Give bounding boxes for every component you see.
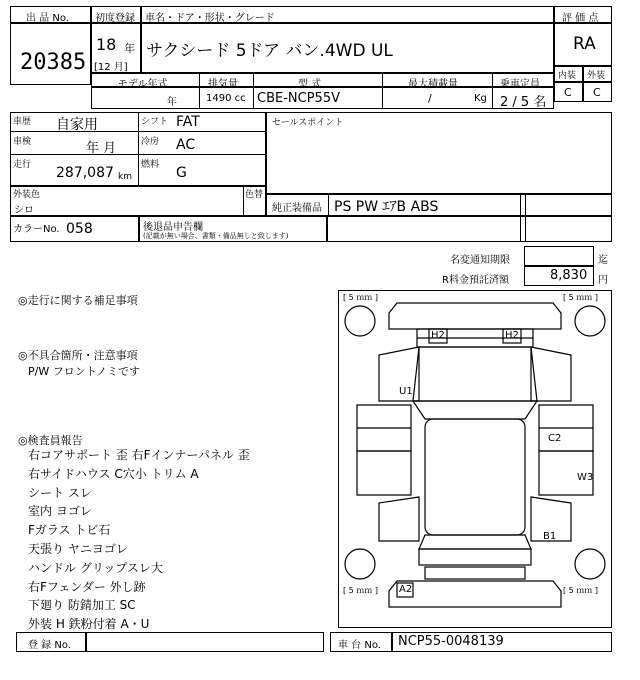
capacity-label: 乗車定員 <box>500 79 540 90</box>
roof <box>425 419 525 535</box>
color: シロ <box>14 205 34 216</box>
back-door <box>419 549 531 565</box>
first-reg-label: 初度登録 <box>95 13 135 24</box>
history: 自家用 <box>56 117 98 133</box>
damage-mark: B1 <box>543 531 557 542</box>
tire-depth-rear-left: [ 5 ｍｍ ] <box>343 586 378 595</box>
max-load: / <box>428 92 432 105</box>
inspector-line: Fガラス トビ石 <box>28 523 111 538</box>
driving-notes-title: ◎走行に関する補足事項 <box>18 294 138 307</box>
inspector-line: 天張り ヤニヨゴレ <box>28 542 128 556</box>
name-change-box <box>524 246 594 266</box>
sales-point-label: セールスポイント <box>272 118 344 128</box>
rear-bumper <box>389 581 561 607</box>
model-year-unit: 年 <box>167 97 177 108</box>
mileage: 287,087 <box>56 165 114 181</box>
vehicle-type: CBE-NCP55V <box>257 91 340 106</box>
inspector-line: シート スレ <box>28 485 92 500</box>
lot-no: 20385 <box>20 50 87 75</box>
displacement: 1490 cc <box>206 93 246 104</box>
reg-no-box <box>86 632 324 652</box>
color-no-label: カラーNo. <box>13 224 60 235</box>
hood <box>413 347 537 401</box>
color-no: 058 <box>66 221 93 237</box>
wheel-rear-right <box>575 549 605 579</box>
aftermarket-note: (記載が無い場合、書類・備品無しと致します) <box>143 232 289 240</box>
defects-line: P/W フロントノミです <box>28 365 141 378</box>
color-box <box>10 186 266 216</box>
windshield <box>413 401 537 419</box>
mileage-unit: km <box>118 172 132 182</box>
damage-diagram <box>338 290 612 628</box>
right-fender <box>531 347 571 401</box>
history-label: 車歴 <box>13 117 32 127</box>
reg-no-label: 登 録 No. <box>28 640 71 651</box>
defects-title: ◎不具合箇所・注意事項 <box>18 349 138 362</box>
recycle-label: R料金預託済額 <box>442 275 509 286</box>
interior-label: 内装 <box>558 71 577 81</box>
fuel-label: 燃料 <box>141 160 160 170</box>
lot-no-label: 出 品 No. <box>26 13 69 24</box>
first-reg-year-unit: 年 <box>124 42 135 55</box>
rear-lamp-area <box>425 567 525 579</box>
damage-mark: C2 <box>548 433 562 444</box>
wheel-rear-left <box>345 549 375 579</box>
damage-mark: H2 <box>505 330 519 341</box>
rear-glass <box>419 535 531 549</box>
max-load-unit: Kg <box>474 93 487 104</box>
ac: AC <box>176 137 196 153</box>
damage-mark: W3 <box>577 472 594 483</box>
recycle-value: 8,830 <box>550 268 588 283</box>
recycle-unit: 円 <box>598 275 608 286</box>
ac-label: 冷房 <box>141 137 160 147</box>
aftermarket-label: 後退品申告欄 <box>143 222 203 233</box>
inspector-line: 外装 H 鉄粉付着 A・U <box>28 617 150 632</box>
car-name-label: 車名・ドア・形状・グレード <box>145 13 275 24</box>
inspector-title: ◎検査員報告 <box>18 434 83 447</box>
damage-mark: H2 <box>431 330 445 341</box>
tire-depth-rear-right: [ 5 ｍｍ ] <box>563 586 598 595</box>
car-name: サクシード 5ドア バン.4WD UL <box>146 41 393 61</box>
color-change-label: 色替 <box>245 190 264 200</box>
damage-mark: A2 <box>399 584 413 595</box>
first-reg-year: 18 <box>96 35 117 54</box>
score-label: 評 価 点 <box>562 13 599 24</box>
front-bumper <box>389 303 561 329</box>
first-reg-month: [12 月] <box>94 62 128 73</box>
tire-depth-front-left: [ 5 ｍｍ ] <box>343 293 378 302</box>
capacity: 2 / 5 名 <box>500 95 547 110</box>
aftermarket-extra-box <box>327 216 612 242</box>
left-rear-door <box>357 451 411 495</box>
equipment-label: 純正装備品 <box>272 203 322 214</box>
color-label: 外装色 <box>13 190 41 200</box>
type-label: 型 式 <box>298 79 322 90</box>
tire-depth-front-right: [ 5 ｍｍ ] <box>563 293 598 302</box>
chassis-no: NCP55-0048139 <box>398 634 504 649</box>
exterior-label: 外装 <box>587 71 606 81</box>
shift: FAT <box>176 114 200 130</box>
inspector-line: 右コアサポート 歪 右Fインナーパネル 歪 <box>28 448 250 462</box>
equipment: PS PW ｴｱB ABS <box>334 199 439 215</box>
inspector-line: ハンドル グリップスレ大 <box>28 560 163 575</box>
chassis-label: 車 台 No. <box>338 640 381 651</box>
exterior-score: C <box>593 86 601 99</box>
inspector-line: 右Fフェンダー 外し跡 <box>28 579 146 594</box>
fuel: G <box>176 165 187 181</box>
wheel-front-left <box>345 306 375 336</box>
inspector-line: 右サイドハウス C穴小 トリム A <box>28 466 199 481</box>
shift-label: シフト <box>141 117 169 127</box>
inspection-label: 車検 <box>13 137 32 147</box>
inspection: 年 月 <box>86 141 117 156</box>
left-quarter <box>379 497 419 541</box>
mileage-label: 走行 <box>13 160 32 170</box>
inspector-line: 下廻り 防錆加工 SC <box>28 598 136 613</box>
displacement-label: 排気量 <box>208 79 238 90</box>
wheel-front-right <box>575 306 605 336</box>
score: RA <box>573 34 596 54</box>
max-load-label: 最大積載量 <box>408 79 458 90</box>
name-change-unit: 迄 <box>598 255 608 266</box>
interior-score: C <box>564 86 572 99</box>
name-change-label: 名変通知期限 <box>450 255 510 266</box>
inspector-line: 室内 ヨゴレ <box>28 504 92 519</box>
model-year-label: モデル年式 <box>118 79 168 90</box>
damage-mark: U1 <box>399 386 413 397</box>
